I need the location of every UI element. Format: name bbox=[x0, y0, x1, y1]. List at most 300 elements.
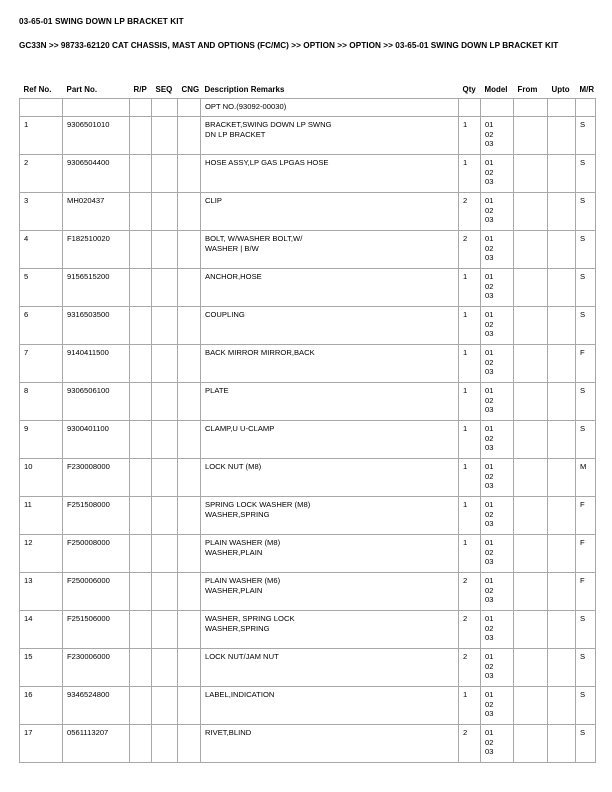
cell-description-note: OPT NO.(93092-00030) bbox=[201, 99, 459, 117]
cell-cng bbox=[178, 687, 201, 725]
cell-part-no[interactable]: 0561113207 bbox=[63, 725, 130, 763]
cell-upto bbox=[548, 459, 576, 497]
cell-part-no[interactable]: 9316503500 bbox=[63, 307, 130, 345]
page-title: 03-65-01 SWING DOWN LP BRACKET KIT bbox=[19, 17, 184, 26]
cell-rp bbox=[130, 231, 152, 269]
cell-part-no[interactable]: MH020437 bbox=[63, 193, 130, 231]
cell-from bbox=[514, 497, 548, 535]
cell-model-line: 03 bbox=[485, 215, 494, 225]
cell-mr: S bbox=[576, 155, 596, 193]
cell-qty: 1 bbox=[459, 535, 481, 573]
cell-model-line: 03 bbox=[485, 519, 494, 529]
cell-rp bbox=[130, 193, 152, 231]
table-row[interactable] bbox=[20, 117, 596, 155]
cell-cng bbox=[178, 307, 201, 345]
cell-seq bbox=[152, 573, 178, 611]
breadcrumb: GC33N >> 98733-62120 CAT CHASSIS, MAST AND OPTIONS (FC/MC) >> OPTION >> OPTION >> 03-65-01 SWING DOWN LP BRACKET KIT bbox=[19, 41, 559, 50]
cell-model bbox=[481, 421, 514, 459]
cell-model-line: 03 bbox=[485, 671, 494, 681]
cell-model-line: 02 bbox=[485, 623, 494, 633]
cell-rp bbox=[130, 725, 152, 763]
table-row[interactable] bbox=[20, 611, 596, 649]
cell-upto bbox=[548, 725, 576, 763]
cell-model bbox=[481, 117, 514, 155]
cell-rp bbox=[130, 611, 152, 649]
cell-cng bbox=[178, 459, 201, 497]
table-row[interactable] bbox=[20, 497, 596, 535]
cell-rp bbox=[130, 649, 152, 687]
cell-qty: 2 bbox=[459, 573, 481, 611]
cell-part-no[interactable]: 9300401100 bbox=[63, 421, 130, 459]
cell-model-line: 01 bbox=[485, 500, 494, 509]
cell-model-line: 03 bbox=[485, 405, 494, 415]
table-row[interactable] bbox=[20, 421, 596, 459]
column-header-mr: M/R bbox=[579, 85, 595, 94]
cell-rp bbox=[130, 573, 152, 611]
cell-model-line: 03 bbox=[485, 291, 494, 301]
cell-model-line: 03 bbox=[485, 253, 494, 263]
cell-mr bbox=[576, 99, 596, 117]
cell-model-line: 01 bbox=[485, 196, 494, 205]
cell-description bbox=[201, 611, 459, 649]
cell-part-no bbox=[63, 99, 130, 117]
cell-description bbox=[201, 269, 459, 307]
table-row[interactable] bbox=[20, 725, 596, 763]
table-header bbox=[20, 85, 596, 99]
cell-description-line: DN LP BRACKET bbox=[205, 129, 266, 139]
cell-cng bbox=[178, 231, 201, 269]
cell-qty bbox=[459, 99, 481, 117]
cell-seq bbox=[152, 459, 178, 497]
cell-part-no[interactable]: 9306506100 bbox=[63, 383, 130, 421]
cell-cng bbox=[178, 269, 201, 307]
cell-cng bbox=[178, 497, 201, 535]
cell-mr: S bbox=[576, 611, 596, 649]
cell-seq bbox=[152, 345, 178, 383]
cell-cng bbox=[178, 649, 201, 687]
cell-description bbox=[201, 421, 459, 459]
cell-description bbox=[201, 193, 459, 231]
cell-model-line: 02 bbox=[485, 509, 494, 519]
cell-model bbox=[481, 155, 514, 193]
cell-part-no[interactable]: F250006000 bbox=[63, 573, 130, 611]
cell-qty: 1 bbox=[459, 421, 481, 459]
cell-model-line: 03 bbox=[485, 709, 494, 719]
cell-cng bbox=[178, 117, 201, 155]
cell-upto bbox=[548, 535, 576, 573]
cell-cng bbox=[178, 99, 201, 117]
cell-qty: 2 bbox=[459, 231, 481, 269]
cell-rp bbox=[130, 307, 152, 345]
cell-rp bbox=[130, 155, 152, 193]
cell-upto bbox=[548, 497, 576, 535]
cell-model-line: 03 bbox=[485, 367, 494, 377]
table-row[interactable] bbox=[20, 649, 596, 687]
cell-cng bbox=[178, 421, 201, 459]
cell-ref-no bbox=[20, 99, 63, 117]
cell-from bbox=[514, 345, 548, 383]
cell-description bbox=[201, 345, 459, 383]
cell-seq bbox=[152, 687, 178, 725]
cell-description-line: BRACKET,SWING DOWN LP SWNG bbox=[205, 120, 332, 129]
cell-model bbox=[481, 573, 514, 611]
cell-model bbox=[481, 383, 514, 421]
cell-qty: 1 bbox=[459, 155, 481, 193]
cell-model-line: 01 bbox=[485, 728, 494, 737]
cell-from bbox=[514, 649, 548, 687]
cell-model bbox=[481, 611, 514, 649]
cell-model bbox=[481, 231, 514, 269]
table-row[interactable] bbox=[20, 193, 596, 231]
cell-ref-no: 13 bbox=[20, 573, 63, 611]
column-header-ref-no: Ref No. bbox=[23, 85, 52, 94]
cell-description bbox=[201, 497, 459, 535]
cell-model-line: 03 bbox=[485, 177, 494, 187]
cell-qty: 1 bbox=[459, 383, 481, 421]
cell-from bbox=[514, 307, 548, 345]
cell-upto bbox=[548, 155, 576, 193]
cell-model-line: 02 bbox=[485, 737, 494, 747]
cell-part-no[interactable]: F251508000 bbox=[63, 497, 130, 535]
cell-cng bbox=[178, 155, 201, 193]
cell-model-line: 02 bbox=[485, 129, 494, 139]
table-row[interactable] bbox=[20, 535, 596, 573]
cell-description-line: PLATE bbox=[205, 386, 229, 395]
cell-cng bbox=[178, 193, 201, 231]
cell-part-no[interactable]: 9306504400 bbox=[63, 155, 130, 193]
cell-mr: S bbox=[576, 231, 596, 269]
cell-model-line: 02 bbox=[485, 699, 494, 709]
column-header-rp: R/P bbox=[133, 85, 147, 94]
cell-model-line: 02 bbox=[485, 433, 494, 443]
cell-part-no[interactable]: F251506000 bbox=[63, 611, 130, 649]
column-header-seq: SEQ bbox=[155, 85, 173, 94]
cell-ref-no: 17 bbox=[20, 725, 63, 763]
cell-from bbox=[514, 155, 548, 193]
cell-model bbox=[481, 307, 514, 345]
cell-seq bbox=[152, 307, 178, 345]
cell-model-line: 01 bbox=[485, 614, 494, 623]
cell-from bbox=[514, 117, 548, 155]
cell-seq bbox=[152, 117, 178, 155]
table-row[interactable] bbox=[20, 687, 596, 725]
cell-qty: 1 bbox=[459, 497, 481, 535]
parts-table bbox=[19, 85, 596, 763]
cell-cng bbox=[178, 725, 201, 763]
cell-seq bbox=[152, 99, 178, 117]
cell-model-line: 01 bbox=[485, 462, 494, 471]
cell-part-no[interactable]: 9156515200 bbox=[63, 269, 130, 307]
cell-mr: S bbox=[576, 687, 596, 725]
cell-qty: 2 bbox=[459, 611, 481, 649]
cell-part-no[interactable]: F230006000 bbox=[63, 649, 130, 687]
cell-seq bbox=[152, 231, 178, 269]
cell-description bbox=[201, 687, 459, 725]
cell-ref-no: 6 bbox=[20, 307, 63, 345]
cell-mr: S bbox=[576, 307, 596, 345]
cell-model-line: 01 bbox=[485, 120, 494, 129]
table-row[interactable] bbox=[20, 383, 596, 421]
cell-model-line: 02 bbox=[485, 357, 494, 367]
cell-rp bbox=[130, 383, 152, 421]
cell-model-line: 02 bbox=[485, 167, 494, 177]
table-row[interactable] bbox=[20, 307, 596, 345]
cell-model-line: 01 bbox=[485, 348, 494, 357]
cell-description-line: COUPLING bbox=[205, 310, 245, 319]
cell-model-line: 02 bbox=[485, 395, 494, 405]
cell-seq bbox=[152, 649, 178, 687]
cell-model-line: 02 bbox=[485, 661, 494, 671]
cell-upto bbox=[548, 231, 576, 269]
cell-description-line: BACK MIRROR MIRROR,BACK bbox=[205, 348, 315, 357]
cell-model-line: 03 bbox=[485, 481, 494, 491]
column-header-qty: Qty bbox=[462, 85, 476, 94]
cell-qty: 2 bbox=[459, 193, 481, 231]
cell-cng bbox=[178, 345, 201, 383]
cell-seq bbox=[152, 383, 178, 421]
cell-ref-no: 2 bbox=[20, 155, 63, 193]
cell-seq bbox=[152, 269, 178, 307]
cell-model-line: 01 bbox=[485, 386, 494, 395]
table-row[interactable] bbox=[20, 345, 596, 383]
cell-model bbox=[481, 725, 514, 763]
cell-model bbox=[481, 497, 514, 535]
cell-model-line: 03 bbox=[485, 633, 494, 643]
cell-model-line: 03 bbox=[485, 139, 494, 149]
cell-cng bbox=[178, 573, 201, 611]
cell-model bbox=[481, 459, 514, 497]
cell-from bbox=[514, 459, 548, 497]
cell-model bbox=[481, 535, 514, 573]
cell-from bbox=[514, 687, 548, 725]
cell-model bbox=[481, 193, 514, 231]
cell-part-no[interactable]: 9306501010 bbox=[63, 117, 130, 155]
column-header-from: From bbox=[517, 85, 538, 94]
cell-ref-no: 10 bbox=[20, 459, 63, 497]
cell-cng bbox=[178, 535, 201, 573]
cell-description bbox=[201, 307, 459, 345]
cell-qty: 1 bbox=[459, 117, 481, 155]
cell-model-line: 02 bbox=[485, 205, 494, 215]
cell-mr: S bbox=[576, 117, 596, 155]
cell-rp bbox=[130, 687, 152, 725]
table-row[interactable] bbox=[20, 155, 596, 193]
cell-part-no[interactable]: F182510020 bbox=[63, 231, 130, 269]
cell-rp bbox=[130, 459, 152, 497]
cell-upto bbox=[548, 117, 576, 155]
cell-qty: 1 bbox=[459, 459, 481, 497]
cell-ref-no: 11 bbox=[20, 497, 63, 535]
cell-upto bbox=[548, 573, 576, 611]
cell-part-no[interactable]: 9140411500 bbox=[63, 345, 130, 383]
cell-ref-no: 7 bbox=[20, 345, 63, 383]
column-header-cng: CNG bbox=[181, 85, 200, 94]
cell-model bbox=[481, 687, 514, 725]
cell-upto bbox=[548, 99, 576, 117]
cell-ref-no: 12 bbox=[20, 535, 63, 573]
cell-upto bbox=[548, 383, 576, 421]
cell-description-line: LOCK NUT (M8) bbox=[205, 462, 262, 471]
cell-description bbox=[201, 231, 459, 269]
cell-upto bbox=[548, 345, 576, 383]
cell-description bbox=[201, 535, 459, 573]
cell-seq bbox=[152, 193, 178, 231]
cell-cng bbox=[178, 383, 201, 421]
cell-from bbox=[514, 231, 548, 269]
cell-model-line: 02 bbox=[485, 281, 494, 291]
column-header-upto: Upto bbox=[551, 85, 570, 94]
cell-description-line: WASHER,PLAIN bbox=[205, 547, 263, 557]
cell-rp bbox=[130, 497, 152, 535]
cell-rp bbox=[130, 535, 152, 573]
cell-description bbox=[201, 459, 459, 497]
cell-model-line: 03 bbox=[485, 557, 494, 567]
cell-mr: S bbox=[576, 193, 596, 231]
cell-ref-no: 1 bbox=[20, 117, 63, 155]
cell-model-line: 02 bbox=[485, 547, 494, 557]
cell-ref-no: 15 bbox=[20, 649, 63, 687]
cell-cng bbox=[178, 611, 201, 649]
cell-model-line: 02 bbox=[485, 319, 494, 329]
cell-mr: S bbox=[576, 725, 596, 763]
cell-seq bbox=[152, 611, 178, 649]
cell-model-line: 01 bbox=[485, 158, 494, 167]
column-header-model: Model bbox=[484, 85, 508, 94]
cell-seq bbox=[152, 497, 178, 535]
table-row[interactable] bbox=[20, 459, 596, 497]
table-row-note bbox=[20, 99, 596, 117]
cell-from bbox=[514, 269, 548, 307]
cell-description-line: LABEL,INDICATION bbox=[205, 690, 275, 699]
cell-mr: S bbox=[576, 383, 596, 421]
cell-model-line: 01 bbox=[485, 538, 494, 547]
cell-model-line: 02 bbox=[485, 471, 494, 481]
cell-description bbox=[201, 155, 459, 193]
cell-rp bbox=[130, 345, 152, 383]
cell-description-line: PLAIN WASHER (M6) bbox=[205, 576, 281, 585]
cell-model-line: 01 bbox=[485, 690, 494, 699]
cell-rp bbox=[130, 421, 152, 459]
cell-model-line: 01 bbox=[485, 652, 494, 661]
cell-description-line: WASHER,PLAIN bbox=[205, 585, 263, 595]
cell-model-line: 02 bbox=[485, 585, 494, 595]
cell-description-line: ANCHOR,HOSE bbox=[205, 272, 262, 281]
cell-description-line: WASHER,SPRING bbox=[205, 623, 270, 633]
cell-mr: M bbox=[576, 459, 596, 497]
cell-model bbox=[481, 649, 514, 687]
cell-description bbox=[201, 383, 459, 421]
cell-model-line: 01 bbox=[485, 576, 494, 585]
cell-part-no[interactable]: F230008000 bbox=[63, 459, 130, 497]
cell-description bbox=[201, 649, 459, 687]
cell-model-line: 01 bbox=[485, 272, 494, 281]
cell-ref-no: 5 bbox=[20, 269, 63, 307]
cell-ref-no: 8 bbox=[20, 383, 63, 421]
cell-from bbox=[514, 573, 548, 611]
cell-from bbox=[514, 421, 548, 459]
cell-description-line: BOLT, W/WASHER BOLT,W/ bbox=[205, 234, 303, 243]
cell-description-line: LOCK NUT/JAM NUT bbox=[205, 652, 279, 661]
cell-rp bbox=[130, 269, 152, 307]
cell-ref-no: 14 bbox=[20, 611, 63, 649]
cell-description-line: SPRING LOCK WASHER (M8) bbox=[205, 500, 311, 509]
cell-model bbox=[481, 269, 514, 307]
cell-rp bbox=[130, 117, 152, 155]
cell-description-line: PLAIN WASHER (M8) bbox=[205, 538, 281, 547]
cell-description-line: WASHER,SPRING bbox=[205, 509, 270, 519]
cell-upto bbox=[548, 421, 576, 459]
cell-mr: S bbox=[576, 421, 596, 459]
table-row[interactable] bbox=[20, 269, 596, 307]
cell-upto bbox=[548, 307, 576, 345]
cell-qty: 1 bbox=[459, 345, 481, 383]
column-header-part-no: Part No. bbox=[66, 85, 98, 94]
cell-ref-no: 4 bbox=[20, 231, 63, 269]
cell-description-line: HOSE ASSY,LP GAS LPGAS HOSE bbox=[205, 158, 329, 167]
cell-upto bbox=[548, 611, 576, 649]
cell-model-line: 01 bbox=[485, 234, 494, 243]
cell-model-line: 03 bbox=[485, 443, 494, 453]
cell-upto bbox=[548, 687, 576, 725]
cell-model-line: 03 bbox=[485, 595, 494, 605]
cell-seq bbox=[152, 725, 178, 763]
cell-qty: 1 bbox=[459, 269, 481, 307]
cell-from bbox=[514, 193, 548, 231]
cell-from bbox=[514, 383, 548, 421]
cell-mr: F bbox=[576, 345, 596, 383]
cell-seq bbox=[152, 535, 178, 573]
cell-description-line: CLAMP,U U-CLAMP bbox=[205, 424, 275, 433]
cell-part-no[interactable]: 9346524800 bbox=[63, 687, 130, 725]
cell-model-line: 02 bbox=[485, 243, 494, 253]
cell-upto bbox=[548, 193, 576, 231]
cell-mr: F bbox=[576, 535, 596, 573]
cell-rp bbox=[130, 99, 152, 117]
cell-from bbox=[514, 611, 548, 649]
cell-ref-no: 3 bbox=[20, 193, 63, 231]
cell-mr: S bbox=[576, 269, 596, 307]
cell-upto bbox=[548, 269, 576, 307]
cell-qty: 1 bbox=[459, 307, 481, 345]
cell-description bbox=[201, 725, 459, 763]
cell-qty: 2 bbox=[459, 649, 481, 687]
cell-model-line: 01 bbox=[485, 424, 494, 433]
cell-mr: F bbox=[576, 497, 596, 535]
cell-model bbox=[481, 345, 514, 383]
cell-from bbox=[514, 535, 548, 573]
cell-model-line: 03 bbox=[485, 329, 494, 339]
cell-part-no[interactable]: F250008000 bbox=[63, 535, 130, 573]
cell-upto bbox=[548, 649, 576, 687]
table-header-row bbox=[20, 85, 596, 99]
cell-qty: 1 bbox=[459, 687, 481, 725]
cell-ref-no: 16 bbox=[20, 687, 63, 725]
cell-seq bbox=[152, 421, 178, 459]
cell-description-line: RIVET,BLIND bbox=[205, 728, 252, 737]
cell-description-line: WASHER | B/W bbox=[205, 243, 259, 253]
column-header-description: Description Remarks bbox=[204, 85, 285, 94]
cell-seq bbox=[152, 155, 178, 193]
cell-description-line: CLIP bbox=[205, 196, 222, 205]
cell-from bbox=[514, 99, 548, 117]
table-row[interactable] bbox=[20, 231, 596, 269]
table-row[interactable] bbox=[20, 573, 596, 611]
table-body bbox=[20, 99, 596, 763]
cell-mr: S bbox=[576, 649, 596, 687]
cell-from bbox=[514, 725, 548, 763]
cell-description bbox=[201, 117, 459, 155]
cell-description-line: WASHER, SPRING LOCK bbox=[205, 614, 295, 623]
